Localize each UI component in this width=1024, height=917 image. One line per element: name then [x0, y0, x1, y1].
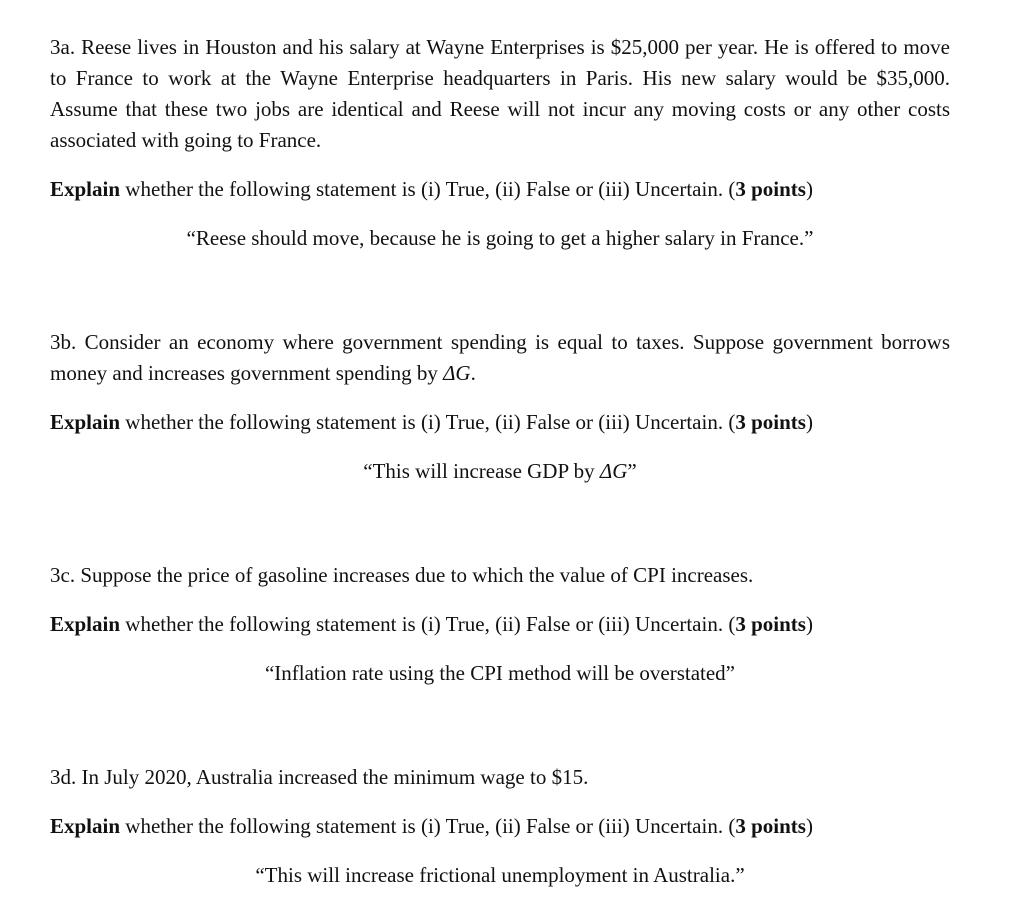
prompt-text: 3b. Consider an economy where government spending is equal to taxes. Suppose government borrows money and increases government spending by: [50, 330, 950, 385]
instruction-text: whether the following statement is (i) True, (ii) False or (iii) Uncertain. (: [120, 177, 736, 201]
question-3a: [50, 32, 950, 254]
question-3c-prompt: 3c. Suppose the price of gasoline increases due to which the value of CPI increases.: [50, 563, 754, 587]
question-3c: [50, 560, 950, 689]
statement-text: “This will increase GDP by: [363, 459, 600, 483]
instruction-end: ): [805, 814, 813, 838]
prompt-end: .: [470, 361, 476, 385]
explain-label: Explain: [50, 410, 121, 434]
statement-end: ”: [627, 459, 637, 483]
instruction-text: whether the following statement is (i) True, (ii) False or (iii) Uncertain. (: [120, 410, 736, 434]
instruction-end: ): [805, 177, 813, 201]
explain-label: Explain: [50, 814, 121, 838]
question-3a-prompt: 3a. Reese lives in Houston and his salary at Wayne Enterprises is $25,000 per year. He is offered to move to France to work at the Wayne Enterprise headquarters in Paris. His new salary would be $35,000. Assume that these two jobs are identical and Reese will not incur any moving costs or any other costs associated with going to France.: [50, 35, 950, 152]
question-3c-statement: “Inflation rate using the CPI method will be overstated”: [264, 661, 736, 685]
instruction-text: whether the following statement is (i) True, (ii) False or (iii) Uncertain. (: [120, 612, 736, 636]
explain-label: Explain: [50, 612, 121, 636]
points-label: 3 points: [735, 814, 806, 838]
question-3b: [50, 327, 950, 487]
question-3a-instruction: [50, 174, 950, 205]
question-3c-instruction: [50, 609, 950, 640]
explain-label: Explain: [50, 177, 121, 201]
instruction-end: ): [805, 612, 813, 636]
question-3d-instruction: [50, 811, 950, 842]
points-label: 3 points: [735, 410, 806, 434]
question-3b-statement: [50, 456, 950, 487]
delta-g-math: ΔG: [599, 459, 628, 483]
delta-g-math: ΔG: [443, 361, 471, 385]
points-label: 3 points: [735, 177, 806, 201]
question-3b-instruction: [50, 407, 950, 438]
question-3d: [50, 762, 950, 891]
question-3d-statement: “This will increase frictional unemployment in Australia.”: [255, 863, 745, 887]
question-3b-prompt: [50, 327, 950, 389]
question-3a-statement: “Reese should move, because he is going to get a higher salary in France.”: [186, 226, 814, 250]
question-3d-prompt: 3d. In July 2020, Australia increased the minimum wage to $15.: [50, 765, 589, 789]
points-label: 3 points: [735, 612, 806, 636]
instruction-end: ): [805, 410, 813, 434]
instruction-text: whether the following statement is (i) True, (ii) False or (iii) Uncertain. (: [120, 814, 736, 838]
